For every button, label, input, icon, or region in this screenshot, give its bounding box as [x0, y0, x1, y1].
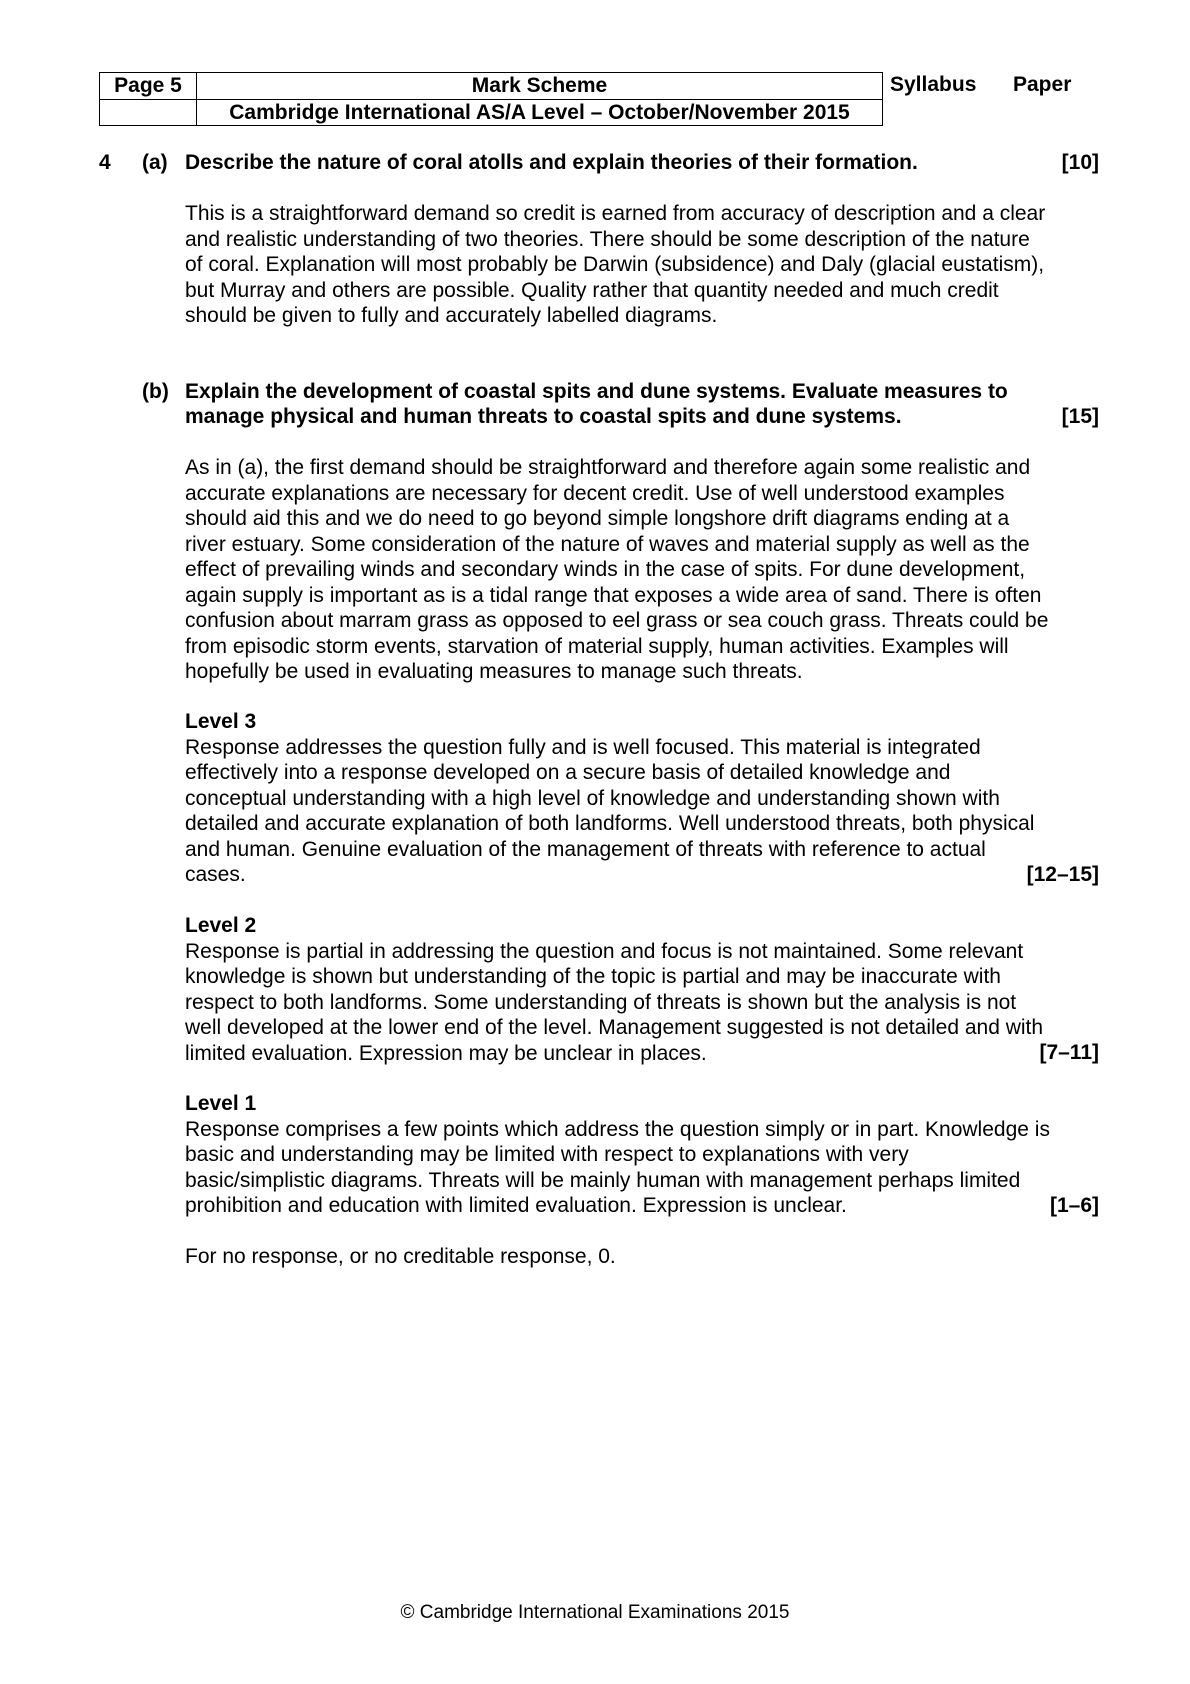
text-line: basic and understanding may be limited with respect to explanations with very [185, 1143, 909, 1166]
header-subtitle: Cambridge International AS/A Level – October/November 2015 [197, 99, 883, 126]
level-2-marks: [7–11] [1039, 1041, 1099, 1064]
part-b-prompt-line2: manage physical and human threats to coastal spits and dune systems. [185, 405, 902, 428]
level-3-marks: [12–15] [1026, 863, 1099, 886]
level-title: Level 2 [185, 914, 257, 937]
text-line: Response addresses the question fully and is well focused. This material is integrated [185, 735, 981, 759]
no-response-note: For no response, or no creditable response, 0. [185, 1245, 616, 1268]
text-line: Response comprises a few points which address the question simply or in part. Knowledge is [185, 1117, 1050, 1141]
part-b-label: (b) [142, 380, 169, 403]
text-line: respect to both landforms. Some understanding of threats is shown but the analysis is not [185, 990, 1017, 1014]
part-a-marks: [10] [1061, 151, 1099, 174]
level-title: Level 1 [185, 1092, 257, 1115]
text-line: hopefully be used in evaluating measures to manage such threats. [185, 660, 803, 683]
text-line: again supply is important as is a tidal range that exposes a wide area of sand. There is often [185, 583, 1042, 607]
text-line: This is a straightforward demand so credit is earned from accuracy of description and a clear [185, 202, 1046, 225]
level-3-block [185, 709, 1099, 888]
text-line: limited evaluation. Expression may be unclear in places. [185, 1041, 707, 1065]
text-line: of coral. Explanation will most probably be Darwin (subsidence) and Daly (glacial eustatism), [185, 253, 1045, 276]
level-1-block [185, 1091, 1099, 1219]
text-line: Response is partial in addressing the question and focus is not maintained. Some relevant [185, 939, 1024, 963]
text-line: accurate explanations are necessary for decent credit. Use of well understood examples [185, 481, 1005, 505]
text-line: As in (a), the first demand should be straightforward and therefore again some realistic and [185, 456, 1031, 479]
text-line: well developed at the lower end of the level. Management suggested is not detailed and with [185, 1016, 1044, 1039]
footer-copyright: © Cambridge International Examinations 2015 [400, 1602, 790, 1623]
text-line: river estuary. Some consideration of the nature of waves and material supply as well as the [185, 532, 1030, 556]
text-line: from episodic storm events, starvation of material supply, human activities. Examples will [185, 634, 1009, 658]
text-line: conceptual understanding with a high level of knowledge and understanding shown with [185, 786, 1000, 810]
text-line: effectively into a response developed on a secure basis of detailed knowledge and [185, 761, 951, 784]
empty-cell [100, 99, 197, 126]
question-number: 4 [99, 151, 111, 174]
level-title: Level 3 [185, 710, 257, 733]
part-b-marks: [15] [1061, 405, 1099, 428]
part-a-body [185, 201, 1099, 329]
page-label: Page 5 [100, 73, 197, 100]
text-line: but Murray and others are possible. Quality rather that quantity needed and much credit [185, 278, 999, 302]
syllabus-label: Syllabus [890, 73, 977, 96]
text-line: confusion about marram grass as opposed to eel grass or sea couch grass. Threats could be [185, 609, 1049, 632]
part-a-prompt: Describe the nature of coral atolls and explain theories of their formation. [185, 151, 918, 174]
text-line: knowledge is shown but understanding of the topic is partial and may be inaccurate with [185, 965, 1001, 988]
text-line: effect of prevailing winds and secondary winds in the case of spits. For dune development, [185, 558, 1026, 581]
text-line: prohibition and education with limited evaluation. Expression is unclear. [185, 1194, 847, 1217]
text-line: and human. Genuine evaluation of the management of threats with reference to actual [185, 837, 986, 861]
text-line: basic/simplistic diagrams. Threats will be mainly human with management perhaps limited [185, 1168, 1021, 1192]
text-line: should be given to fully and accurately labelled diagrams. [185, 304, 718, 327]
header-title: Mark Scheme [197, 73, 883, 100]
part-a-label: (a) [142, 151, 168, 174]
level-2-block [185, 913, 1099, 1066]
part-b-body [185, 455, 1099, 685]
text-line: and realistic understanding of two theories. There should be some description of the nature [185, 227, 1030, 251]
header-table [99, 72, 883, 126]
part-b-prompt-line1: Explain the development of coastal spits and dune systems. Evaluate measures to [185, 380, 1008, 403]
text-line: cases. [185, 863, 246, 886]
level-1-marks: [1–6] [1049, 1194, 1099, 1217]
paper-label: Paper [1013, 73, 1072, 96]
text-line: detailed and accurate explanation of both landforms. Well understood threats, both physical [185, 812, 1035, 835]
text-line: should aid this and we do need to go beyond simple longshore drift diagrams ending at a [185, 507, 1010, 530]
